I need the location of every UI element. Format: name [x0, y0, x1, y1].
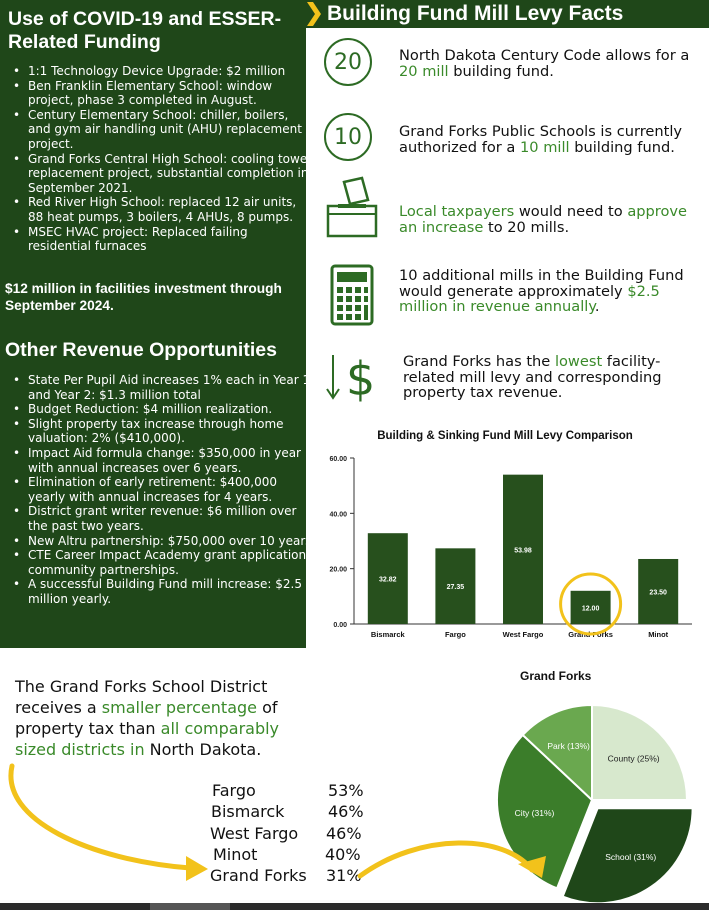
pie-slice-label: City (31%) [514, 807, 555, 818]
list-item: • Red River High School: replaced 12 air units, 88 heat pumps, 3 boilers, 4 AHUs, 8 pumps. [28, 195, 313, 224]
statement-highlight: smaller percentage [101, 698, 257, 717]
y-tick-label: 20.00 [329, 566, 347, 574]
list-item: • Slight property tax increase through home valuation: 2% ($410,000). [28, 417, 316, 446]
covid-funding-list [10, 64, 313, 254]
pie-slice-label: Park (13%) [547, 740, 590, 751]
statement-highlight: all comparably sized districts in [15, 719, 280, 759]
tax-share-statement [15, 676, 315, 760]
fact-additional-mills [399, 268, 704, 315]
list-item: • A successful Building Fund mill increase: $2.5 million yearly. [28, 577, 316, 606]
statement-text: The Grand Forks School District receives a [15, 677, 268, 717]
fact-text: North Dakota Century Code allows for a [399, 47, 690, 64]
list-item: • Impact Aid formula change: $350,000 in year 1 with annual increases over 6 years. [28, 446, 316, 475]
district-name: Grand Forks [210, 866, 307, 885]
right-header [305, 0, 709, 28]
list-item: • State Per Pupil Aid increases 1% each in Year 1 and Year 2: $1.3 million total [28, 373, 316, 402]
y-tick-label: 0.00 [333, 622, 347, 629]
list-item: • Ben Franklin Elementary School: window project, phase 3 completed in August. [28, 79, 313, 108]
covid-esser-title: Use of COVID-19 and ESSER-Related Funding [8, 8, 282, 53]
district-name: Bismarck [211, 802, 285, 821]
fact-text: 10 additional mills in the Building Fund would generate approximately [399, 267, 684, 300]
yellow-arrows [0, 760, 709, 905]
other-revenue-title: Other Revenue Opportunities [5, 339, 277, 361]
district-percent: 40% [325, 845, 361, 864]
list-item: • Elimination of early retirement: $400,000 yearly with annual increases for 4 years. [28, 475, 316, 504]
circle-20-icon: 20 [324, 38, 372, 86]
arrow-head-icon [186, 856, 208, 881]
list-item: • CTE Career Impact Academy grant application: community partnerships. [28, 548, 316, 577]
down-arrow-dollar-icon [324, 349, 384, 405]
statement-text: North Dakota. [144, 740, 262, 759]
y-tick-label: 60.00 [329, 456, 347, 463]
fact-taxpayers [399, 204, 704, 235]
revenue-opportunities-list [10, 373, 316, 607]
horizontal-scrollbar[interactable] [0, 903, 709, 910]
fact-highlight: approve an increase [399, 203, 688, 236]
fact-text: Grand Forks Public Schools is currently authorized for a [399, 123, 683, 156]
mill-levy-facts-title: Building Fund Mill Levy Facts [327, 2, 624, 25]
list-item: • New Altru partnership: $750,000 over 10 years. [28, 534, 316, 549]
circle-10-icon: 10 [324, 113, 372, 161]
list-item: • Grand Forks Central High School: cooling tower replacement project, substantial completion in September 2021. [28, 152, 313, 196]
x-tick-label: Fargo [444, 630, 466, 639]
investment-summary: $12 million in facilities investment through September 2024. [5, 281, 282, 313]
pie-slice-label: County (25%) [607, 753, 660, 764]
bar-value-label: 27.35 [446, 584, 465, 592]
fact-text: . [594, 298, 600, 315]
x-tick-label: West Fargo [502, 630, 544, 639]
fact-text: Grand Forks has the [403, 353, 555, 370]
district-percent: 53% [328, 781, 364, 800]
list-item: • Budget Reduction: $4 million realization. [28, 402, 316, 417]
left-panel [0, 0, 316, 648]
statement-text: of property tax than [15, 698, 278, 738]
pie-chart-title: Grand Forks [520, 669, 592, 683]
fact-text: facility-related mill levy and corresponding property tax revenue. [403, 353, 662, 401]
district-percent: 31% [326, 866, 362, 885]
district-percent: 46% [328, 802, 364, 821]
x-tick-label: Minot [648, 630, 669, 639]
ballot-box-icon [324, 176, 380, 240]
bar-value-label: 32.82 [379, 576, 397, 584]
fact-highlight: 10 mill [519, 138, 570, 156]
fact-highlight: Local taxpayers [399, 203, 515, 220]
pie-slice-label: School (31%) [605, 851, 657, 862]
district-name: West Fargo [210, 824, 299, 843]
district-name: Minot [213, 845, 258, 864]
fact-text: building fund. [448, 62, 554, 80]
fact-text: to 20 mills. [483, 218, 570, 236]
list-item: • Century Elementary School: chiller, boilers, and gym air handling unit (AHU) replacement project. [28, 108, 313, 152]
fact-text: building fund. [569, 138, 675, 156]
fact-text: would need to [514, 203, 628, 220]
fact-highlight: $2.5 million in revenue annually [399, 282, 660, 315]
bar-value-label: 12.00 [581, 605, 600, 613]
district-percent: 46% [326, 824, 362, 843]
list-item: • District grant writer revenue: $6 million over the past two years. [28, 504, 316, 533]
fact-century-code [399, 48, 704, 79]
district-name: Fargo [212, 781, 256, 800]
bar-chart-title: Building & Sinking Fund Mill Levy Comparison [377, 430, 633, 442]
calculator-icon [328, 264, 376, 326]
fact-highlight: 20 mill [399, 62, 449, 80]
fact-lowest-levy [403, 354, 703, 401]
y-tick-label: 40.00 [329, 511, 347, 519]
bar-value-label: 23.50 [649, 589, 667, 597]
list-item: • 1:1 Technology Device Upgrade: $2 million [28, 64, 313, 79]
bar-value-label: 53.98 [514, 547, 532, 555]
svg-text:$: $ [346, 352, 376, 405]
list-item: • MSEC HVAC project: Replaced failing residential furnaces [28, 225, 313, 254]
fact-authorized [399, 124, 704, 155]
mill-levy-bar-chart [310, 448, 700, 648]
scrollbar-thumb[interactable] [150, 903, 230, 910]
x-tick-label: Bismarck [370, 630, 405, 639]
x-tick-label: Grand Forks [568, 630, 613, 639]
fact-highlight: lowest [554, 353, 603, 370]
chevron-right-icon [307, 2, 321, 26]
